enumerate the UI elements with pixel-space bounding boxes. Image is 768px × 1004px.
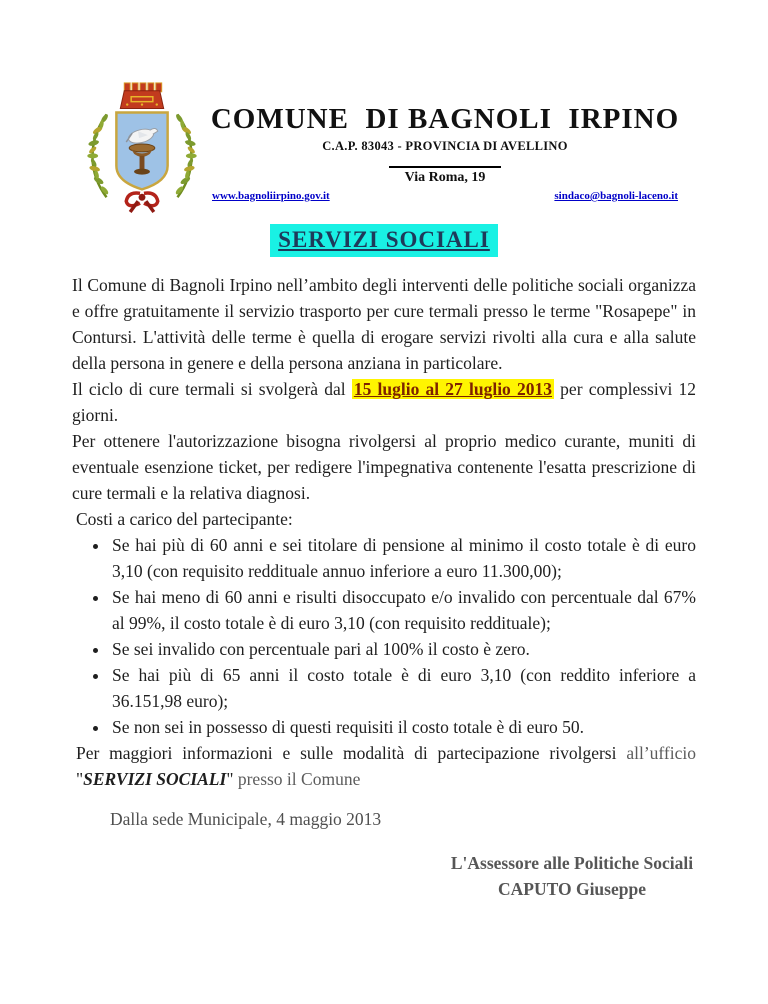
info-office-name: SERVIZI SOCIALI bbox=[83, 769, 227, 789]
website-link[interactable]: www.bagnoliirpino.gov.it bbox=[212, 190, 330, 202]
cycle-paragraph bbox=[72, 376, 696, 428]
dateline: Dalla sede Municipale, 4 maggio 2013 bbox=[110, 809, 382, 829]
laurel-branch-left-icon bbox=[87, 113, 109, 197]
list-item: • Se hai più di 60 anni e sei titolare di pensione al minimo il costo totale è di euro 3,10 (con requisito reddituale annuo inferiore a euro 11.300,00); bbox=[110, 532, 696, 584]
costs-list bbox=[86, 532, 696, 740]
list-item: • Se hai meno di 60 anni e risulti disoccupato e/o invalido con percentuale dal 67% al 99%, il costo totale è di euro 3,10 (con requisito reddituale); bbox=[110, 584, 696, 636]
links-row bbox=[190, 190, 700, 202]
highlighted-date: 15 luglio al 27 luglio 2013 bbox=[353, 379, 552, 399]
mural-crown-icon bbox=[120, 83, 163, 109]
document-body bbox=[72, 272, 696, 902]
coat-of-arms bbox=[82, 77, 202, 215]
info-quote-close: " bbox=[226, 769, 238, 789]
signature-role: L'Assessore alle Politiche Sociali bbox=[450, 853, 694, 873]
address-line: Via Roma, 19 bbox=[389, 166, 502, 186]
costs-label: Costi a carico del partecipante: bbox=[76, 509, 293, 529]
info-quote-open: " bbox=[76, 769, 84, 789]
document-title-row bbox=[0, 224, 768, 257]
info-location: presso il Comune bbox=[237, 769, 361, 789]
address-row bbox=[190, 166, 700, 186]
list-item: • Se hai più di 65 anni il costo totale è di euro 3,10 (con reddito inferiore a 36.151,98 euro); bbox=[110, 662, 696, 714]
info-office-ref: all’ufficio bbox=[626, 743, 696, 763]
cycle-text-after: per complessivi 12 giorni. bbox=[72, 379, 697, 425]
list-item: • Se sei invalido con percentuale pari al 100% il costo è zero. bbox=[110, 636, 696, 662]
email-link[interactable]: sindaco@bagnoli-laceno.it bbox=[554, 190, 678, 202]
authorization-paragraph: Per ottenere l'autorizzazione bisogna rivolgersi al proprio medico curante, muniti di eventuale esenzione ticket, per redigere l'impegnativa contenente l'esatta prescrizione di cure termali e la relativa diagnosi. bbox=[72, 431, 696, 503]
shield-icon bbox=[116, 112, 167, 189]
list-item: • Se non sei in possesso di questi requisiti il costo totale è di euro 50. bbox=[110, 714, 696, 740]
municipality-title: COMUNE DI BAGNOLI IRPINO bbox=[210, 103, 680, 135]
cycle-text-before: Il ciclo di cure termali si svolgerà dal bbox=[72, 379, 352, 399]
letterhead bbox=[0, 75, 768, 215]
intro-paragraph bbox=[72, 272, 696, 376]
letterhead-text bbox=[190, 103, 700, 202]
municipality-subtitle: C.A.P. 83043 - PROVINCIA DI AVELLINO bbox=[322, 139, 568, 153]
info-text: Per maggiori informazioni e sulle modalità di partecipazione rivolgersi bbox=[76, 743, 627, 763]
signature-name: CAPUTO Giuseppe bbox=[498, 879, 646, 899]
signature-block bbox=[402, 850, 742, 902]
document-title: SERVIZI SOCIALI bbox=[270, 224, 498, 257]
coat-of-arms-icon bbox=[82, 77, 202, 215]
intro-text: Il Comune di Bagnoli Irpino nell’ambito degli interventi delle politiche sociali organizza e offre gratuitamente il servizio trasporto per cure termali presso le terme "Rosapepe" in Contursi. L'attività delle terme è quella di erogare servizi rivolti alla cura e alla salute della persona in genere e della persona anziana in particolare. bbox=[72, 275, 696, 373]
info-paragraph bbox=[72, 740, 696, 792]
ribbon-bow-icon bbox=[126, 193, 158, 212]
